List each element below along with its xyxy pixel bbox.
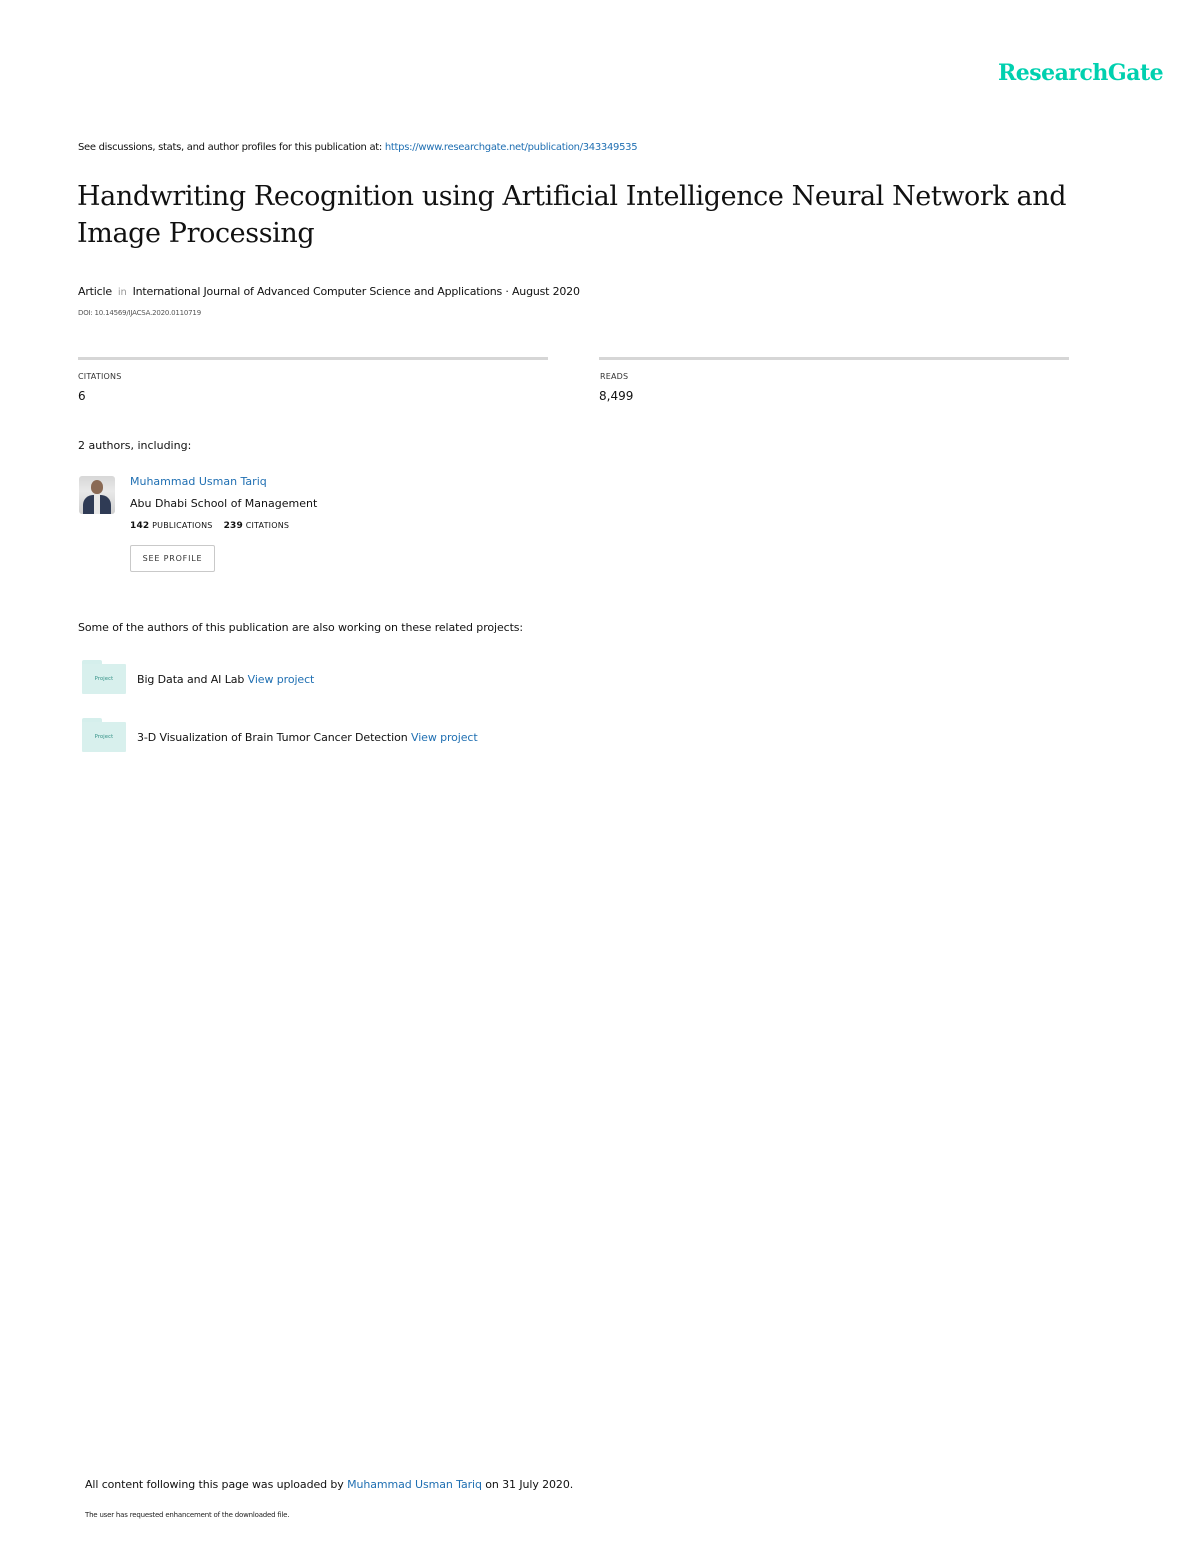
author-citations-count: 239 — [223, 521, 243, 531]
project-folder-icon — [82, 718, 126, 752]
reads-divider — [599, 357, 1069, 360]
reads-value: 8,499 — [599, 389, 634, 403]
reads-label: READS — [600, 372, 629, 381]
author-publications-label: PUBLICATIONS — [152, 521, 213, 530]
related-projects-heading: Some of the authors of this publication are also working on these related projects: — [78, 621, 524, 634]
publication-url-link[interactable]: https://www.researchgate.net/publication/343349535 — [384, 142, 638, 153]
see-profile-button[interactable]: SEE PROFILE — [130, 545, 215, 572]
view-project-link[interactable]: View project — [247, 673, 315, 686]
author-avatar[interactable] — [79, 476, 115, 514]
project-folder-icon — [82, 660, 126, 694]
project-folder-label: Project — [94, 734, 114, 740]
project-item — [137, 731, 478, 744]
project-name: 3-D Visualization of Brain Tumor Cancer Detection — [137, 731, 408, 744]
citations-divider — [78, 357, 548, 360]
publication-source-line — [78, 142, 637, 153]
author-citations-label: CITATIONS — [245, 521, 290, 530]
author-name-link[interactable]: Muhammad Usman Tariq — [130, 475, 267, 488]
upload-suffix: on 31 July 2020. — [485, 1478, 574, 1491]
author-publications-count: 142 — [130, 521, 150, 531]
researchgate-logo[interactable]: ResearchGate — [998, 60, 1164, 86]
authors-heading: 2 authors, including: — [78, 439, 192, 452]
upload-notice — [85, 1478, 573, 1491]
view-project-link[interactable]: View project — [411, 731, 478, 744]
see-discussions-text: See discussions, stats, and author profiles for this publication at: — [78, 142, 382, 153]
project-item — [137, 673, 314, 686]
open-access-icon: in — [117, 287, 127, 298]
article-type: Article — [78, 285, 112, 298]
enhancement-notice: The user has requested enhancement of the downloaded file. — [85, 1511, 290, 1519]
upload-prefix: All content following this page was uploaded by — [85, 1478, 344, 1491]
project-name: Big Data and AI Lab — [137, 673, 245, 686]
citations-label: CITATIONS — [78, 372, 122, 381]
author-institution: Abu Dhabi School of Management — [130, 497, 318, 510]
doi: DOI: 10.14569/IJACSA.2020.0110719 — [78, 309, 201, 317]
citations-value: 6 — [78, 389, 86, 403]
project-folder-label: Project — [94, 676, 114, 682]
author-stats — [130, 521, 289, 531]
uploader-link[interactable]: Muhammad Usman Tariq — [347, 1478, 482, 1491]
publication-title: Handwriting Recognition using Artificial Intelligence Neural Network and Image Processing — [77, 181, 1067, 249]
publication-meta — [78, 285, 580, 298]
journal-info: International Journal of Advanced Computer Science and Applications · August 2020 — [132, 285, 580, 298]
